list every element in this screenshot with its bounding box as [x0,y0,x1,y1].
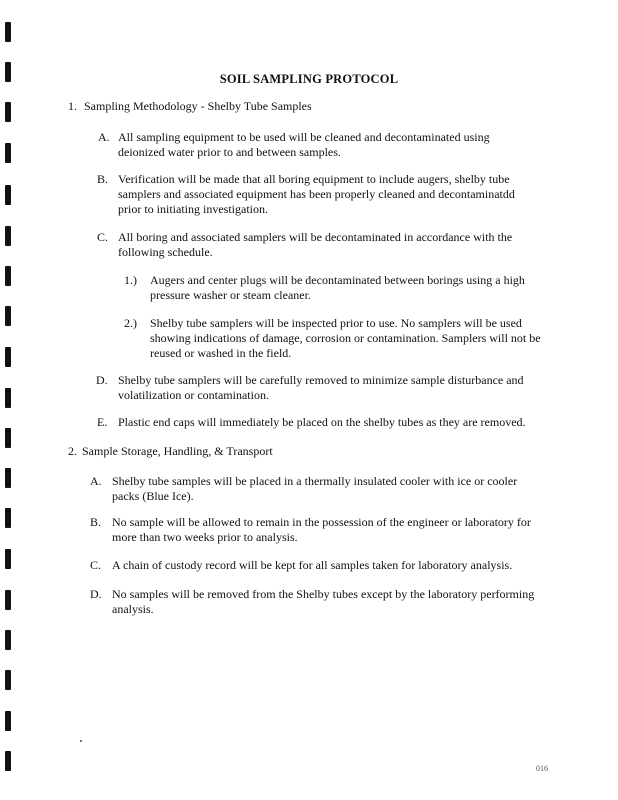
item-label: A. [98,130,110,144]
subitem-text: Shelby tube samplers will be inspected prior to use. No samplers will be used showing indications of damage, corrosion or contamination. Samplers will not be reused or washed in the field. [150,316,541,360]
item-text: A chain of custody record will be kept for all samples taken for laboratory analysis. [112,558,513,572]
binding-mark [5,266,11,286]
section-2-number: 2. [68,444,77,458]
item-text: No sample will be allowed to remain in the possession of the engineer or laboratory for more than two weeks prior to analysis. [112,515,531,544]
binding-mark [5,226,11,246]
binding-mark [5,508,11,528]
scan-speck [80,740,82,742]
binding-mark [5,388,11,408]
binding-mark [5,670,11,690]
subitem-label: 2.) [124,316,137,330]
binding-mark [5,185,11,205]
binding-mark [5,630,11,650]
item-label: B. [90,515,102,529]
subitem-label: 1.) [124,273,137,287]
section-1-number: 1. [68,99,77,113]
binding-mark [5,468,11,488]
item-text: Shelby tube samples will be placed in a thermally insulated cooler with ice or cooler packs (Blue Ice). [112,474,518,503]
item-label: C. [97,230,109,244]
item-label: D. [96,373,108,387]
binding-mark [5,306,11,326]
page-number: 016 [536,764,548,773]
item-text: No samples will be removed from the Shelby tubes except by the laboratory performing analysis. [112,587,535,616]
item-label: D. [90,587,102,601]
item-text: Shelby tube samplers will be carefully removed to minimize sample disturbance and volatilization or contamination. [118,373,524,402]
page-title: SOIL SAMPLING PROTOCOL [219,72,399,86]
section-1-heading: Sampling Methodology - Shelby Tube Samples [84,99,312,113]
binding-mark [5,22,11,42]
item-text: Verification will be made that all boring equipment to include augers, shelby tube samplers and associated equipment has been properly cleaned and decontaminatdd prior to initiating investigation. [118,172,515,216]
item-text: All sampling equipment to be used will be cleaned and decontaminated using deionized water prior to and between samples. [118,130,490,159]
section-2-heading: Sample Storage, Handling, & Transport [82,444,273,458]
item-label: A. [90,474,102,488]
binding-mark [5,751,11,771]
binding-mark [5,102,11,122]
item-label: E. [97,415,108,429]
item-text: All boring and associated samplers will be decontaminated in accordance with the following schedule. [118,230,513,259]
binding-mark [5,590,11,610]
binding-mark [5,143,11,163]
item-label: B. [97,172,109,186]
subitem-text: Augers and center plugs will be decontaminated between borings using a high pressure washer or steam cleaner. [150,273,525,302]
item-text: Plastic end caps will immediately be placed on the shelby tubes as they are removed. [118,415,526,429]
binding-mark [5,428,11,448]
binding-mark [5,549,11,569]
item-label: C. [90,558,102,572]
binding-mark [5,711,11,731]
binding-mark [5,347,11,367]
